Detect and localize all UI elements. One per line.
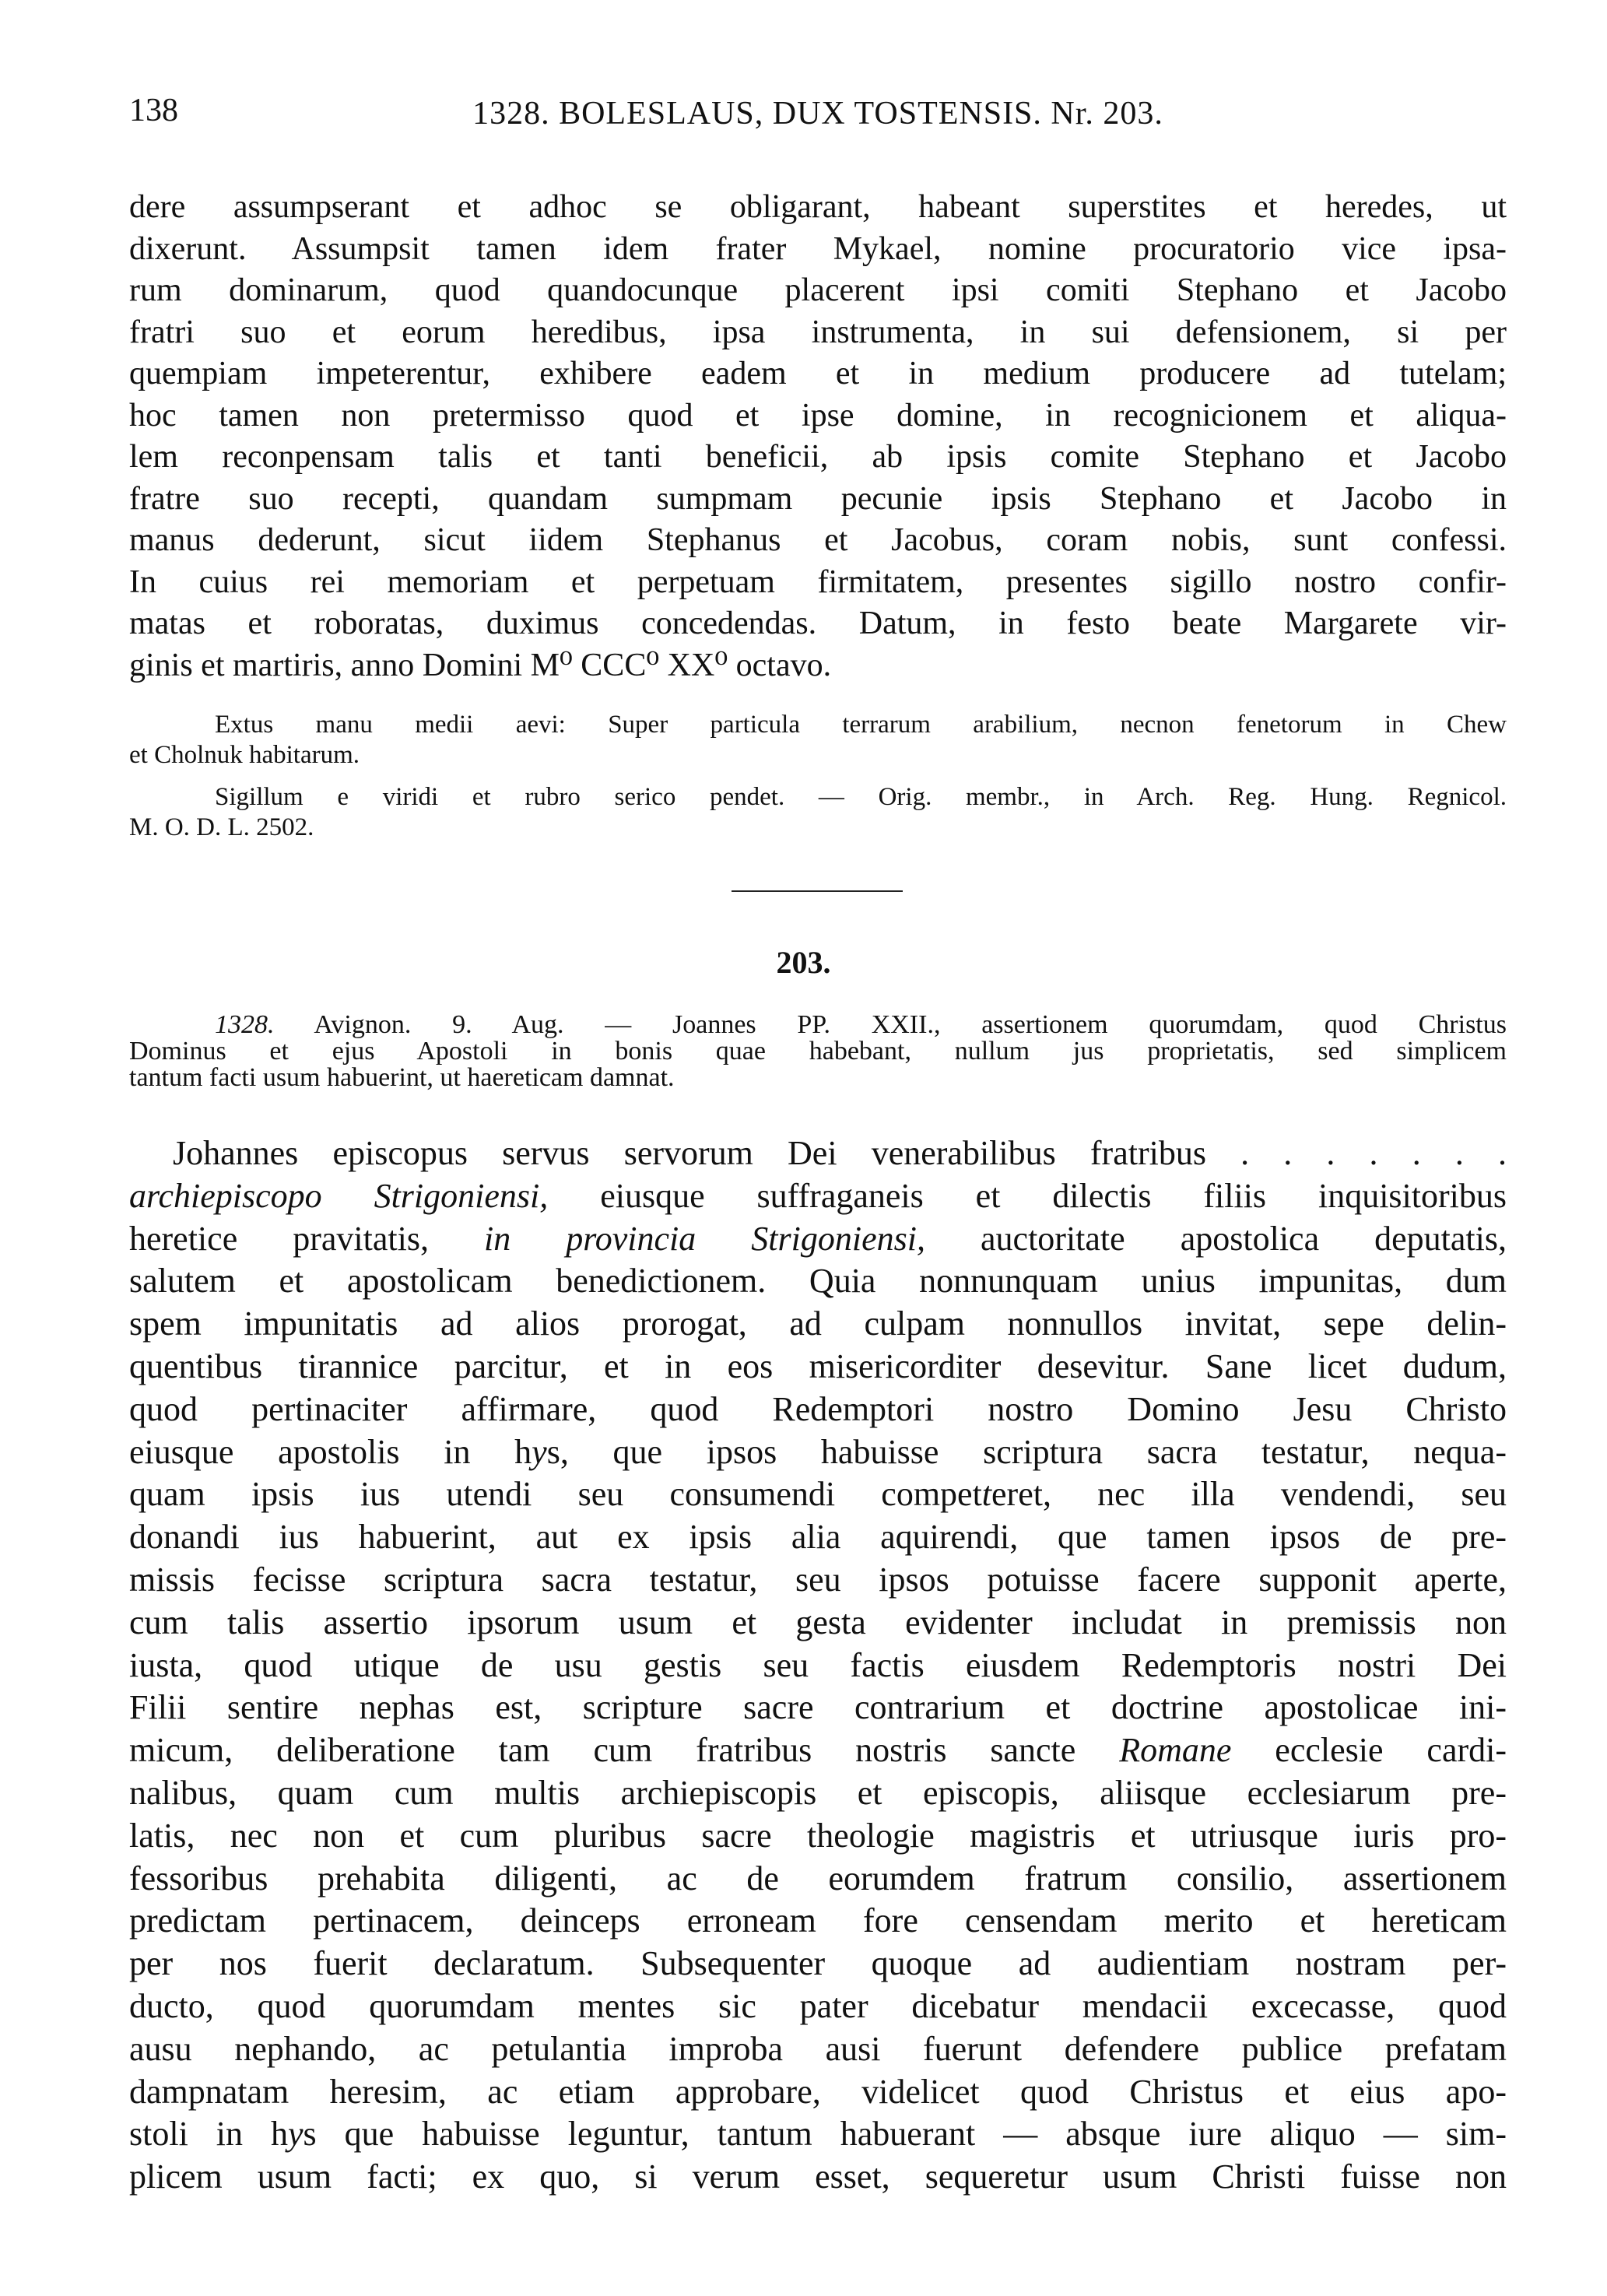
text-line: In cuius rei memoriam et perpetuam firmitatem, presentes sigillo nostro confir- (129, 563, 1507, 600)
text-line: Johannes episcopus servus servorum Dei venerabilibus fratribus . . . . . . . (173, 1134, 1507, 1172)
regest-line: Dominus et ejus Apostoli in bonis quae habebant, nullum jus proprietatis, sed simplicem (129, 1037, 1507, 1065)
dorsal-note (129, 710, 1507, 771)
section-divider (732, 890, 903, 892)
italic-phrase: in provincia Strigoniensi, (484, 1219, 925, 1258)
text-line: salutem et apostolicam benedictionem. Quia nonnunquam unius impunitas, dum (129, 1262, 1507, 1301)
text-line: ducto, quod quorumdam mentes sic pater dicebatur mendacii excecasse, quod (129, 1986, 1507, 2025)
italic-phrase: Romane (1119, 1731, 1232, 1770)
text-line: eiusque apostolis in hys, que ipsos habuisse scriptura sacra testatur, nequa- (129, 1432, 1507, 1471)
text-line: matas et roboratas, duximus concedendas. Datum, in festo beate Margarete vir- (129, 606, 1507, 641)
charter-text (129, 1132, 1507, 2199)
running-title: 1328. BOLESLAUS, DUX TOSTENSIS. Nr. 203. (472, 96, 1163, 132)
document-regest (129, 1012, 1507, 1091)
regest-text: Avignon. 9. Aug. — Joannes PP. XXII., assertionem quorumdam, quod Christus (274, 1010, 1507, 1039)
text-line: ausu nephando, ac petulantia improba ausi fuerunt defendere publice prefatam (129, 2029, 1507, 2068)
seal-note (129, 782, 1507, 843)
text-line: dampnatam heresim, ac etiam approbare, videlicet quod Christus et eius apo- (129, 2072, 1507, 2111)
text-line: quam ipsis ius utendi seu consumendi competteret, nec illa vendendi, seu (129, 1475, 1507, 1514)
text-line: plicem usum facti; ex quo, si verum esset, sequeretur usum Christi fuisse non (129, 2157, 1507, 2196)
page-header (129, 92, 1507, 146)
text-line: rum dominarum, quod quandocunque placerent ipsi comiti Stephano et Jacobo (129, 272, 1507, 308)
text-line: spem impunitatis ad alios prorogat, ad culpam nonnullos invitat, sepe delin- (129, 1304, 1507, 1343)
document-number: 203. (776, 945, 831, 980)
note-line: Sigillum e viridi et rubro serico pendet. — Orig. membr., in Arch. Reg. Hung. Regnicol. (215, 783, 1507, 811)
continuation-text (129, 187, 1507, 686)
text-line: quod pertinaciter affirmare, quod Redemptori nostro Domino Jesu Christo (129, 1389, 1507, 1428)
regest-line: tantum facti usum habuerint, ut haereticam damnat. (129, 1063, 675, 1092)
italic-phrase: archiepiscopo Strigoniensi, (129, 1176, 549, 1215)
note-line: Extus manu medii aevi: Super particula terrarum arabilium, necnon fenetorum in Chew (215, 711, 1507, 739)
text-line: micum, deliberatione tam cum fratribus nostris sancte Romane ecclesie cardi- (129, 1731, 1507, 1770)
text-line: archiepiscopo Strigoniensi, eiusque suffraganeis et dilectis filiis inquisitoribus (129, 1176, 1507, 1215)
page-number: 138 (129, 93, 178, 128)
text-line: quentibus tirannice parcitur, et in eos misericorditer desevitur. Sane licet dudum, (129, 1346, 1507, 1385)
text-line: nalibus, quam cum multis archiepiscopis et episcopis, aliisque ecclesiarum pre- (129, 1773, 1507, 1812)
text-line: quempiam impeterentur, exhibere eadem et in medium producere ad tutelam; (129, 356, 1507, 391)
text-line: ginis et martiris, anno Domini M⁰ CCC⁰ XX⁰ octavo. (129, 647, 832, 683)
text-line: latis, nec non et cum pluribus sacre theologie magistris et utriusque iuris pro- (129, 1816, 1507, 1855)
text-line: fessoribus prehabita diligenti, ac de eorumdem fratrum consilio, assertionem (129, 1859, 1507, 1898)
text-line: hoc tamen non pretermisso quod et ipse domine, in recognicionem et aliqua- (129, 397, 1507, 434)
text-line: fratre suo recepti, quandam sumpmam pecunie ipsis Stephano et Jacobo in (129, 480, 1507, 517)
regest-date: 1328. (215, 1010, 275, 1039)
text-line: dere assumpserant et adhoc se obligarant, habeant superstites et heredes, ut (129, 189, 1507, 225)
text-line: Filii sentire nephas est, scripture sacre contrarium et doctrine apostolicae ini- (129, 1688, 1507, 1727)
text-line: lem reconpensam talis et tanti beneficii, ab ipsis comite Stephano et Jacobo (129, 439, 1507, 475)
note-line: M. O. D. L. 2502. (129, 813, 314, 841)
text-line: heretice pravitatis, in provincia Strigoniensi, auctoritate apostolica deputatis, (129, 1219, 1507, 1258)
note-line: et Cholnuk habitarum. (129, 741, 360, 769)
text-line: fratri suo et eorum heredibus, ipsa instrumenta, in sui defensionem, si per (129, 314, 1507, 350)
text-line: manus dederunt, sicut iidem Stephanus et Jacobus, coram nobis, sunt confessi. (129, 522, 1507, 558)
text-line: per nos fuerit declaratum. Subsequenter quoque ad audientiam nostram per- (129, 1944, 1507, 1983)
text-line: missis fecisse scriptura sacra testatur, seu ipsos potuisse facere supponit aperte, (129, 1560, 1507, 1599)
text-line: donandi ius habuerint, aut ex ipsis alia aquirendi, que tamen ipsos de pre- (129, 1518, 1507, 1557)
text-line: stoli in hys que habuisse leguntur, tantum habuerant — absque iure aliquo — sim- (129, 2115, 1507, 2154)
text-line: iusta, quod utique de usu gestis seu factis eiusdem Redemptoris nostri Dei (129, 1645, 1507, 1684)
text-line: dixerunt. Assumpsit tamen idem frater Mykael, nomine procuratorio vice ipsa- (129, 230, 1507, 267)
regest-line (129, 1012, 1507, 1038)
text-line: predictam pertinacem, deinceps erroneam fore censendam merito et hereticam (129, 1901, 1507, 1940)
text-line: cum talis assertio ipsorum usum et gesta evidenter includat in premissis non (129, 1603, 1507, 1641)
